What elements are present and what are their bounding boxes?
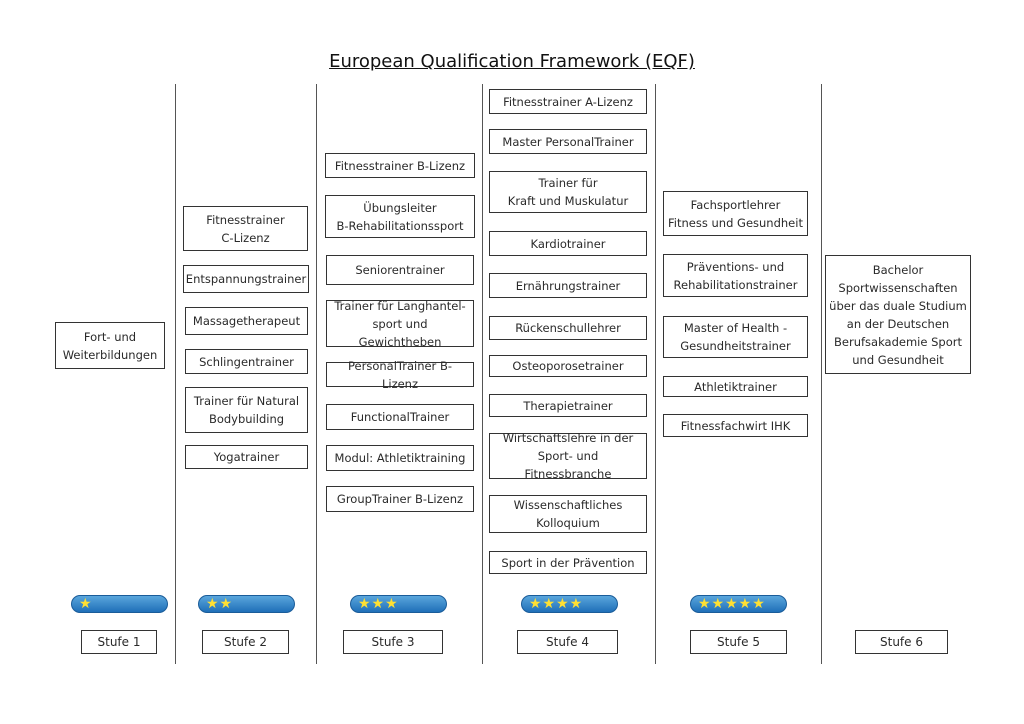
level-label: Stufe 3 bbox=[343, 630, 443, 654]
qualification-box: PersonalTrainer B-Lizenz bbox=[326, 362, 474, 387]
qualification-box: Fitnesstrainer A-Lizenz bbox=[489, 89, 647, 114]
qualification-box: Massagetherapeut bbox=[185, 307, 308, 335]
qualification-box: Fort- und Weiterbildungen bbox=[55, 322, 165, 369]
qualification-box: Modul: Athletiktraining bbox=[326, 445, 474, 471]
qualification-box: Übungsleiter B-Rehabilitationssport bbox=[325, 195, 475, 238]
qualification-box: Trainer für Kraft und Muskulatur bbox=[489, 171, 647, 213]
qualification-box: FunctionalTrainer bbox=[326, 404, 474, 430]
star-rating-badge: ★★★★★ bbox=[690, 595, 787, 613]
qualification-box: Fitnessfachwirt IHK bbox=[663, 414, 808, 437]
column-divider bbox=[316, 84, 317, 664]
qualification-box: Sport in der Prävention bbox=[489, 551, 647, 574]
qualification-box: Therapietrainer bbox=[489, 394, 647, 417]
level-label: Stufe 6 bbox=[855, 630, 948, 654]
star-rating-badge: ★ bbox=[71, 595, 168, 613]
qualification-box: Kardiotrainer bbox=[489, 231, 647, 256]
qualification-box: GroupTrainer B-Lizenz bbox=[326, 486, 474, 512]
qualification-box: Wirtschaftslehre in der Sport- und Fitnessbranche bbox=[489, 433, 647, 479]
qualification-box: Entspannungstrainer bbox=[183, 265, 309, 293]
level-label: Stufe 2 bbox=[202, 630, 289, 654]
column-divider bbox=[482, 84, 483, 664]
qualification-box: Ernährungstrainer bbox=[489, 273, 647, 298]
column-divider bbox=[655, 84, 656, 664]
column-divider bbox=[821, 84, 822, 664]
qualification-box: Trainer für Natural Bodybuilding bbox=[185, 387, 308, 433]
level-label: Stufe 4 bbox=[517, 630, 618, 654]
qualification-box: Athletiktrainer bbox=[663, 376, 808, 397]
qualification-box: Seniorentrainer bbox=[326, 255, 474, 285]
level-label: Stufe 1 bbox=[81, 630, 157, 654]
qualification-box: Präventions- und Rehabilitationstrainer bbox=[663, 254, 808, 297]
star-rating-badge: ★★ bbox=[198, 595, 295, 613]
qualification-box: Osteoporosetrainer bbox=[489, 355, 647, 377]
star-rating-badge: ★★★★ bbox=[521, 595, 618, 613]
qualification-box: Fitnesstrainer C-Lizenz bbox=[183, 206, 308, 251]
qualification-box: Master of Health - Gesundheitstrainer bbox=[663, 316, 808, 358]
qualification-box: Bachelor Sportwissenschaften über das duale Studium an der Deutschen Berufsakademie Sport und Gesundheit bbox=[825, 255, 971, 374]
qualification-box: Rückenschullehrer bbox=[489, 316, 647, 340]
qualification-box: Trainer für Langhantel- sport und Gewichtheben bbox=[326, 300, 474, 347]
level-label: Stufe 5 bbox=[690, 630, 787, 654]
qualification-box: Wissenschaftliches Kolloquium bbox=[489, 495, 647, 533]
qualification-box: Schlingentrainer bbox=[185, 349, 308, 374]
page-title: European Qualification Framework (EQF) bbox=[329, 51, 695, 72]
qualification-box: Master PersonalTrainer bbox=[489, 129, 647, 154]
qualification-box: Yogatrainer bbox=[185, 445, 308, 469]
star-rating-badge: ★★★ bbox=[350, 595, 447, 613]
qualification-box: Fachsportlehrer Fitness und Gesundheit bbox=[663, 191, 808, 236]
qualification-box: Fitnesstrainer B-Lizenz bbox=[325, 153, 475, 178]
column-divider bbox=[175, 84, 176, 664]
